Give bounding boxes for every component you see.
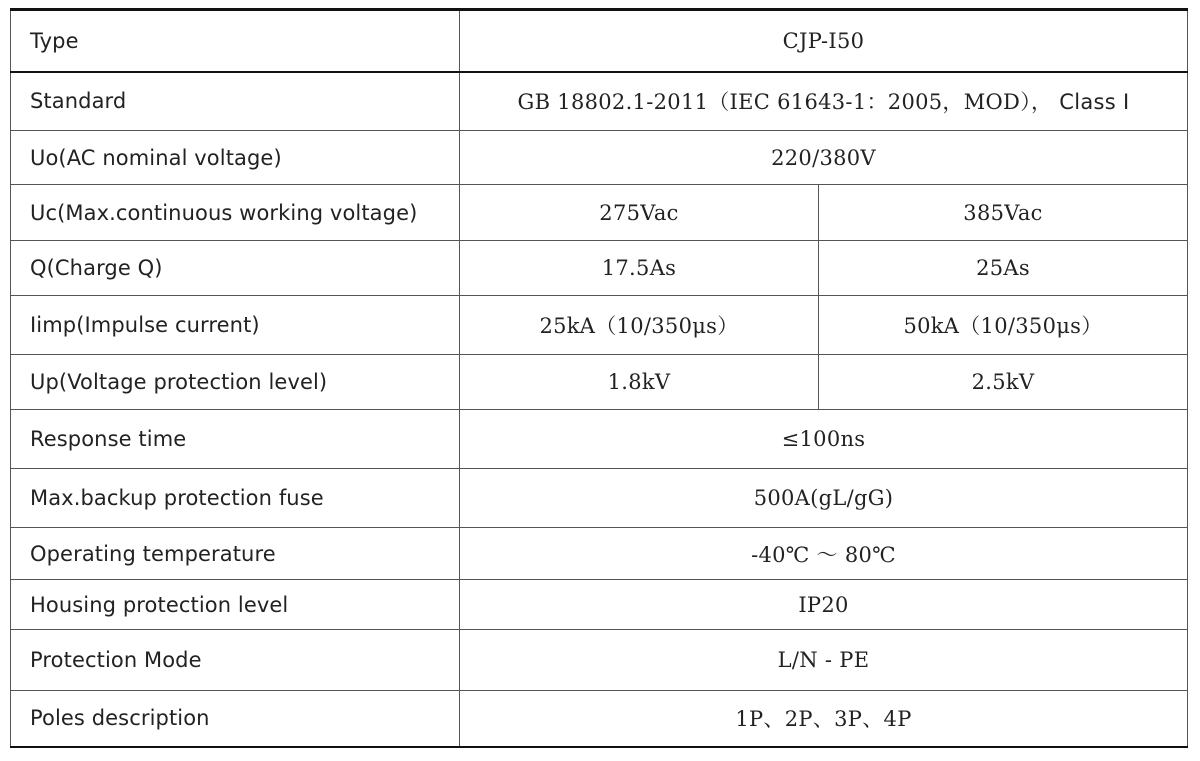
standard-class: Class I [1059,90,1130,115]
value-poles: 1P、2P、3P、4P [460,691,1188,747]
value-temperature: -40℃ ～ 80℃ [460,528,1188,580]
row-label-uo: Uo(AC nominal voltage) [11,131,460,185]
table-row [11,410,1188,469]
table-row [11,241,1188,296]
row-label-temperature: Operating temperature [11,528,460,580]
value-up-2: 2.5kV [819,355,1188,410]
table-row [11,296,1188,355]
value-iimp-2: 50kA（10/350μs） [819,296,1188,355]
row-label-iimp: Iimp(Impulse current) [11,296,460,355]
table-row [11,528,1188,580]
table-row [11,131,1188,185]
table-row [11,10,1188,72]
value-up-1: 1.8kV [460,355,819,410]
row-label-up: Up(Voltage protection level) [11,355,460,410]
standard-text: GB 18802.1-2011（IEC 61643-1：2005，MOD）， [517,90,1053,115]
row-label-poles: Poles description [11,691,460,747]
row-label-housing: Housing protection level [11,580,460,630]
value-housing: IP20 [460,580,1188,630]
value-standard [460,72,1188,131]
spec-table [10,8,1188,748]
value-q-1: 17.5As [460,241,819,296]
value-uo: 220/380V [460,131,1188,185]
value-iimp-1: 25kA（10/350μs） [460,296,819,355]
value-response: ≤100ns [460,410,1188,469]
row-label-q: Q(Charge Q) [11,241,460,296]
row-label-fuse: Max.backup protection fuse [11,469,460,528]
table-row [11,580,1188,630]
row-label-protection-mode: Protection Mode [11,630,460,691]
row-label-type: Type [11,10,460,72]
table-row [11,630,1188,691]
value-uc-1: 275Vac [460,185,819,241]
value-type: CJP-I50 [460,10,1188,72]
table-row [11,355,1188,410]
row-label-response: Response time [11,410,460,469]
value-protection-mode: L/N - PE [460,630,1188,691]
value-uc-2: 385Vac [819,185,1188,241]
row-label-standard: Standard [11,72,460,131]
value-q-2: 25As [819,241,1188,296]
table-row [11,72,1188,131]
value-fuse: 500A(gL/gG) [460,469,1188,528]
table-row [11,469,1188,528]
table-row [11,691,1188,747]
row-label-uc: Uc(Max.continuous working voltage) [11,185,460,241]
table-row [11,185,1188,241]
